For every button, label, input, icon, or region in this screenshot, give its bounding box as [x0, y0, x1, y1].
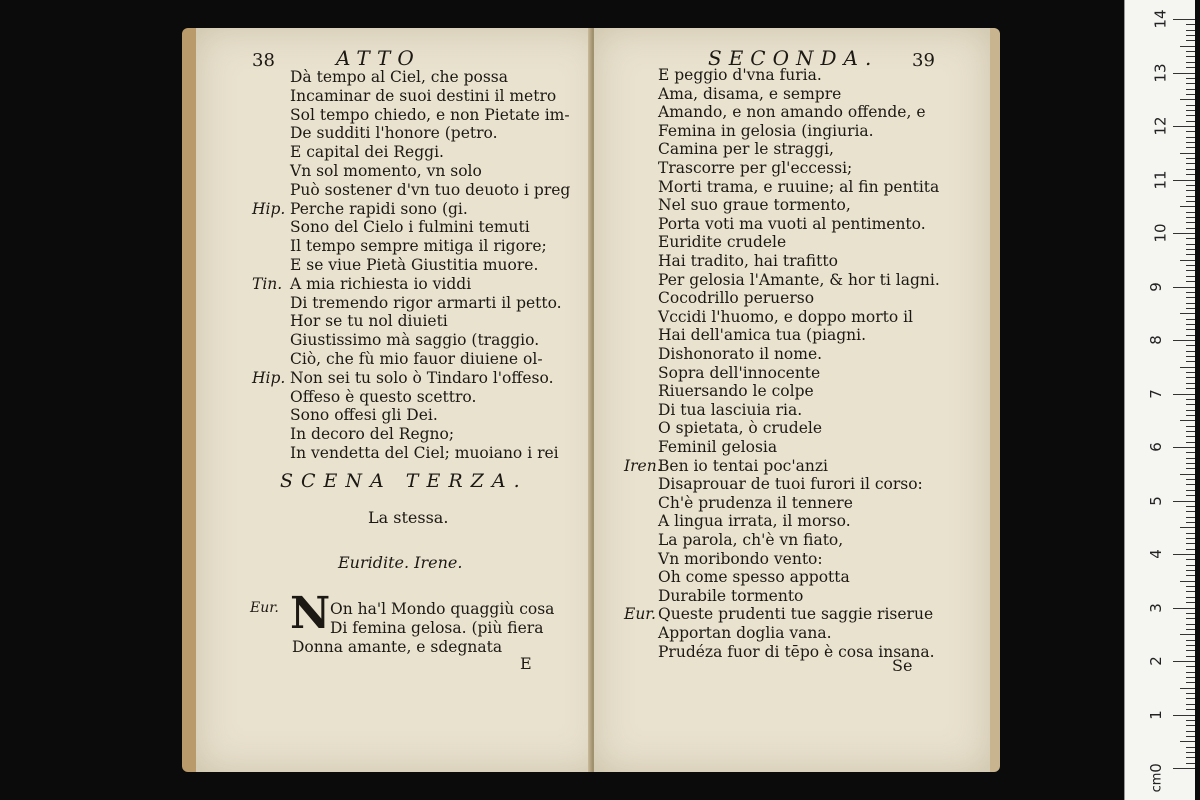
ruler-tick [1186, 137, 1195, 138]
verse-line: In decoro del Regno; [290, 425, 455, 444]
ruler-tick [1186, 624, 1195, 625]
verse-line: La parola, ch'è vn fiato, [658, 531, 844, 549]
verse-line: Femina in gelosia (ingiuria. [658, 121, 874, 140]
ruler-tick [1186, 222, 1195, 223]
ruler-tick [1186, 265, 1195, 266]
right-page [594, 28, 1000, 772]
ruler-tick [1186, 752, 1195, 753]
ruler-tick [1180, 634, 1195, 635]
verse-line: On ha'l Mondo quaggiù cosa [330, 600, 555, 618]
ruler-tick [1186, 731, 1195, 732]
ruler-tick [1186, 174, 1195, 175]
ruler-unit: cm [1149, 772, 1165, 793]
verse-line: O spietata, ò crudele [658, 419, 822, 438]
ruler-tick [1186, 270, 1195, 271]
verse-line: Sono del Cielo i fulmini temuti [290, 218, 530, 237]
ruler-tick [1186, 142, 1195, 143]
ruler-tick [1186, 693, 1195, 694]
ruler-tick [1186, 559, 1195, 560]
ruler-tick [1173, 501, 1195, 502]
stage-direction: La stessa. [368, 508, 449, 527]
ruler-tick [1180, 741, 1195, 742]
verse-line: Può sostener d'vn tuo deuoto i preg [290, 180, 571, 199]
ruler-tick [1186, 297, 1195, 298]
ruler-tick [1186, 254, 1195, 255]
ruler-tick [1186, 56, 1195, 57]
ruler-tick [1186, 629, 1195, 630]
ruler-number: 6 [1146, 442, 1165, 452]
ruler-tick [1186, 656, 1195, 657]
ruler-tick [1186, 196, 1195, 197]
verse-line: Dishonorato il nome. [658, 345, 823, 363]
ruler-tick [1186, 158, 1195, 159]
ruler-tick [1186, 543, 1195, 544]
verse-line: E capital dei Reggi. [290, 143, 444, 162]
ruler-tick [1180, 367, 1195, 368]
ruler-tick [1186, 597, 1195, 598]
signature-mark: E [520, 654, 532, 673]
ruler-tick [1186, 115, 1195, 116]
ruler-number: 14 [1151, 9, 1170, 29]
ruler-tick [1186, 335, 1195, 336]
ruler-tick [1186, 131, 1195, 132]
verse-line: Apportan doglia vana. [658, 624, 832, 642]
ruler-tick [1186, 736, 1195, 737]
ruler-tick [1180, 206, 1195, 207]
ruler-tick [1186, 147, 1195, 148]
ruler-tick [1186, 410, 1195, 411]
ruler-number: 2 [1146, 656, 1165, 666]
verse-line: Riuersando le colpe [658, 382, 814, 401]
ruler-tick [1186, 602, 1195, 603]
verse-line: A lingua irrata, il morso. [658, 512, 851, 531]
ruler-tick [1186, 30, 1195, 31]
verse-line: Non sei tu solo ò Tindaro l'offeso. [290, 368, 554, 387]
running-head: SECONDA. [708, 46, 879, 70]
ruler-tick [1186, 650, 1195, 651]
verse-line: Di tua lasciuia ria. [658, 400, 803, 419]
ruler-tick [1186, 351, 1195, 352]
ruler-tick [1186, 163, 1195, 164]
verse-line: Incaminar de suoi destini il metro [290, 86, 557, 105]
verse-line: Trascorre per gl'eccessi; [658, 159, 853, 177]
ruler-tick [1186, 645, 1195, 646]
ruler-tick [1186, 666, 1195, 667]
verse-line: Prudéza fuor di tēpo è cosa insana. [658, 642, 935, 661]
verse-line: Ben io tentai poc'anzi [658, 456, 828, 475]
verse-line: Durabile tormento [658, 586, 804, 605]
ruler-tick [1186, 24, 1195, 25]
verse-line: Morti trama, e ruuine; al fin pentita [658, 177, 940, 196]
ruler-tick [1180, 46, 1195, 47]
ruler-tick [1186, 720, 1195, 721]
verse-line: Vccidi l'huomo, e doppo morto il [658, 307, 914, 326]
ruler-tick [1186, 361, 1195, 362]
ruler-tick [1173, 768, 1195, 769]
verse-line: Porta voti ma vuoti al pentimento. [658, 214, 926, 233]
ruler-tick [1180, 313, 1195, 314]
ruler-tick [1173, 126, 1195, 127]
catchword: Se [892, 656, 913, 675]
ruler-tick [1173, 233, 1195, 234]
ruler-tick [1186, 757, 1195, 758]
ruler-number: 3 [1146, 602, 1165, 613]
ruler-tick [1186, 431, 1195, 432]
verse-line: De sudditi l'honore (petro. [290, 124, 498, 143]
ruler-tick [1180, 260, 1195, 261]
ruler-tick [1186, 763, 1195, 764]
ruler-tick [1186, 399, 1195, 400]
verse-line: Oh come spesso appotta [658, 568, 850, 587]
verse-line: Sopra dell'innocente [658, 363, 821, 382]
ruler-tick [1186, 40, 1195, 41]
page-number: 39 [912, 50, 935, 71]
ruler-tick [1186, 618, 1195, 619]
ruler-tick [1186, 565, 1195, 566]
verse-line: Vn sol momento, vn solo [290, 162, 482, 180]
ruler-number: 13 [1151, 62, 1170, 83]
verse-line: Di femina gelosa. (più fiera [330, 619, 544, 637]
verse-line: Ama, disama, e sempre [658, 84, 842, 103]
ruler-tick [1186, 452, 1195, 453]
ruler-tick [1186, 212, 1195, 213]
ruler-tick [1186, 704, 1195, 705]
ruler-tick [1186, 463, 1195, 464]
ruler-tick [1180, 153, 1195, 154]
verse-line: E se viue Pietà Giustitia muore. [290, 256, 539, 274]
speaker-label: Hip. [252, 199, 286, 218]
ruler-tick [1186, 110, 1195, 111]
ruler-tick [1186, 586, 1195, 587]
ruler-number: 11 [1151, 169, 1170, 190]
speaker-label: Hip. [252, 368, 286, 387]
left-page [182, 28, 606, 772]
ruler-tick [1186, 468, 1195, 469]
ruler-tick [1186, 238, 1195, 239]
ruler-tick [1186, 201, 1195, 202]
ruler-tick [1186, 228, 1195, 229]
ruler-tick [1186, 682, 1195, 683]
ruler-tick [1186, 575, 1195, 576]
verse-line: Sol tempo chiedo, e non Pietate im- [290, 105, 570, 124]
verse-line: Vn moribondo vento: [658, 549, 823, 568]
ruler-tick [1186, 292, 1195, 293]
ruler-tick [1186, 377, 1195, 378]
verse-line: A mia richiesta io viddi [290, 274, 472, 293]
ruler-tick [1186, 276, 1195, 277]
ruler-tick [1186, 83, 1195, 84]
ruler-tick [1186, 415, 1195, 416]
speaker-label: Eur. [624, 605, 656, 624]
verse-line: Perche rapidi sono (gi. [290, 199, 468, 218]
ruler-tick [1173, 715, 1195, 716]
ruler-tick [1186, 698, 1195, 699]
ruler-tick [1186, 249, 1195, 250]
ruler-tick [1186, 458, 1195, 459]
verse-line: Per gelosia l'Amante, & hor ti lagni. [658, 270, 940, 289]
verse-line: Ciò, che fù mio fauor diuiene ol- [290, 350, 543, 368]
verse-line: Camina per le straggi, [658, 140, 834, 159]
ruler-tick [1173, 554, 1195, 555]
ruler-tick [1186, 281, 1195, 282]
ruler-number: 7 [1146, 388, 1165, 399]
speaker-label: Tin. [252, 274, 283, 293]
verse-line: Il tempo sempre mitiga il rigore; [290, 237, 547, 256]
ruler-tick [1186, 388, 1195, 389]
ruler-tick [1186, 747, 1195, 748]
character-list: Euridite. Irene. [338, 553, 463, 572]
ruler-tick [1186, 345, 1195, 346]
verse-line: Nel suo graue tormento, [658, 196, 851, 215]
ruler-tick [1186, 442, 1195, 443]
ruler-tick [1186, 244, 1195, 245]
open-book [182, 28, 996, 778]
ruler-tick [1186, 709, 1195, 710]
ruler-tick [1186, 426, 1195, 427]
ruler-tick [1186, 105, 1195, 106]
ruler-tick [1173, 447, 1195, 448]
verse-line: Feminil gelosia [658, 438, 778, 456]
ruler-tick [1186, 324, 1195, 325]
verse-line: Disaprouar de tuoi furori il corso: [658, 475, 923, 494]
verse-line: Ch'è prudenza il tennere [658, 493, 853, 512]
ruler-tick [1186, 511, 1195, 512]
verse-line: Sono offesi gli Dei. [290, 406, 438, 425]
ruler-tick [1186, 121, 1195, 122]
ruler-number: 5 [1146, 495, 1165, 506]
ruler-tick [1180, 420, 1195, 421]
verse-line: In vendetta del Ciel; muoiano i rei [290, 444, 559, 462]
verse-line: Dà tempo al Ciel, che possa [290, 68, 508, 86]
ruler-tick [1186, 169, 1195, 170]
ruler-tick [1186, 190, 1195, 191]
ruler-tick [1186, 677, 1195, 678]
ruler-tick [1180, 99, 1195, 100]
ruler-number: 12 [1151, 116, 1170, 136]
ruler-tick [1186, 51, 1195, 52]
ruler-tick [1186, 67, 1195, 68]
ruler-tick [1186, 436, 1195, 437]
scene-title: SCENA TERZA. [280, 470, 528, 492]
ruler-tick [1186, 383, 1195, 384]
ruler-number: 8 [1146, 335, 1165, 345]
ruler-number: 4 [1146, 549, 1165, 559]
ruler-tick [1173, 394, 1195, 395]
ruler-tick [1180, 474, 1195, 475]
ruler-tick [1186, 549, 1195, 550]
verse-line: Queste prudenti tue saggie riserue [658, 605, 934, 624]
verse-line: Di tremendo rigor armarti il petto. [290, 293, 562, 312]
ruler-tick [1186, 62, 1195, 63]
verse-line: Donna amante, e sdegnata [292, 638, 503, 656]
ruler-tick [1186, 484, 1195, 485]
ruler-tick [1186, 640, 1195, 641]
ruler-number: 10 [1151, 223, 1170, 243]
ruler-tick [1186, 533, 1195, 534]
ruler-tick [1186, 479, 1195, 480]
ruler-number: 1 [1146, 709, 1165, 720]
verse-line: Cocodrillo peruerso [658, 289, 815, 308]
ruler-tick [1186, 217, 1195, 218]
ruler-tick [1186, 303, 1195, 304]
verse-line: Hai dell'amica tua (piagni. [658, 326, 866, 345]
ruler-tick [1186, 78, 1195, 79]
ruler-tick [1186, 319, 1195, 320]
ruler-tick [1186, 490, 1195, 491]
ruler-tick [1173, 19, 1195, 20]
ruler-tick [1173, 287, 1195, 288]
ruler-tick [1186, 329, 1195, 330]
ruler-tick [1186, 94, 1195, 95]
ruler-tick [1186, 672, 1195, 673]
ruler-tick [1186, 725, 1195, 726]
ruler-tick [1173, 608, 1195, 609]
ruler-tick [1186, 495, 1195, 496]
verse-line: Euridite crudele [658, 233, 787, 252]
drop-capital: N [290, 588, 331, 639]
ruler-tick [1173, 661, 1195, 662]
ruler-tick [1186, 89, 1195, 90]
ruler-tick [1186, 404, 1195, 405]
ruler-tick [1186, 372, 1195, 373]
ruler-tick [1186, 185, 1195, 186]
ruler-tick [1173, 340, 1195, 341]
ruler-tick [1186, 506, 1195, 507]
ruler-tick [1180, 688, 1195, 689]
running-head: ATTO [336, 46, 421, 70]
ruler-tick [1173, 73, 1195, 74]
measurement-ruler [1124, 0, 1195, 800]
ruler-tick [1186, 35, 1195, 36]
ruler-tick [1186, 591, 1195, 592]
ruler-tick [1186, 522, 1195, 523]
ruler-number: 0 [1146, 763, 1165, 773]
speaker-label: Eur. [250, 600, 279, 616]
ruler-tick [1186, 570, 1195, 571]
verse-line: Hor se tu nol diuieti [290, 312, 448, 331]
ruler-number: 9 [1146, 281, 1165, 292]
verse-line: Hai tradito, hai trafitto [658, 252, 838, 270]
ruler-tick [1186, 356, 1195, 357]
ruler-tick [1186, 613, 1195, 614]
verse-line: Amando, e non amando offende, e [658, 103, 926, 122]
ruler-tick [1180, 581, 1195, 582]
ruler-tick [1180, 527, 1195, 528]
verse-line: E peggio d'vna furia. [658, 66, 822, 84]
speaker-label: Iren. [624, 456, 662, 475]
ruler-tick [1173, 180, 1195, 181]
ruler-tick [1186, 308, 1195, 309]
page-number: 38 [252, 50, 275, 71]
ruler-tick [1186, 517, 1195, 518]
ruler-tick [1186, 538, 1195, 539]
verse-line: Offeso è questo scettro. [290, 387, 477, 406]
verse-line: Giustissimo mà saggio (traggio. [290, 331, 540, 350]
